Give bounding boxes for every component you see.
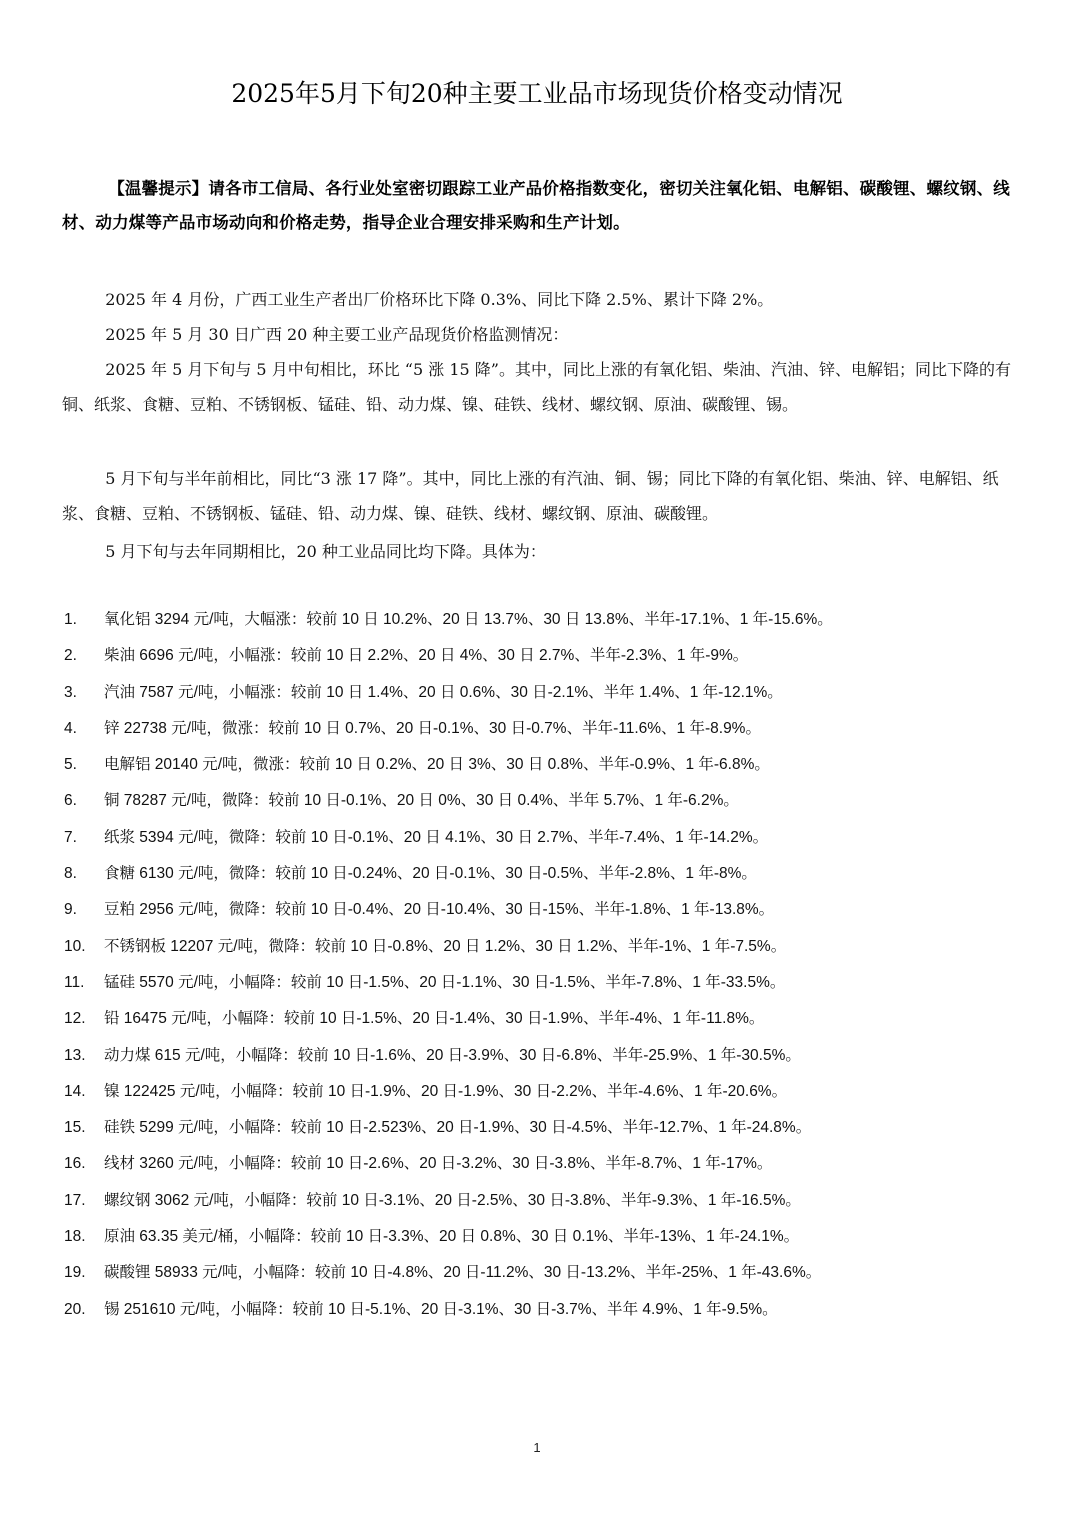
list-item-number: 7. — [64, 828, 77, 846]
list-item — [64, 783, 1014, 819]
list-item-number: 3. — [64, 683, 77, 701]
list-item — [64, 1001, 1014, 1037]
list-item — [64, 1110, 1014, 1146]
list-item-text: 豆粕 2956 元/吨，微降：较前 10 日-0.4%、20 日-10.4%、30 日-15%、半年-1.8%、1 年-13.8%。 — [104, 901, 775, 919]
list-item-text: 柴油 6696 元/吨，小幅涨：较前 10 日 2.2%、20 日 4%、30 日 2.7%、半年-2.3%、1 年-9%。 — [104, 647, 749, 665]
list-item — [64, 1038, 1014, 1074]
list-item-number: 20. — [64, 1300, 86, 1318]
page-title: 2025年5月下旬20种主要工业品市场现货价格变动情况 — [231, 79, 843, 108]
list-item — [64, 1183, 1014, 1219]
list-item-text: 食糖 6130 元/吨，微降：较前 10 日-0.24%、20 日-0.1%、30 日-0.5%、半年-2.8%、1 年-8%。 — [104, 865, 757, 883]
list-item-number: 9. — [64, 901, 77, 919]
price-list — [64, 602, 1014, 1328]
list-item — [64, 747, 1014, 783]
list-item-text: 电解铝 20140 元/吨，微涨：较前 10 日 0.2%、20 日 3%、30 日 0.8%、半年-0.9%、1 年-6.8%。 — [104, 756, 770, 774]
list-item-number: 18. — [64, 1228, 86, 1246]
notice-paragraph: 【温馨提示】请各市工信局、各行业处室密切跟踪工业产品价格指数变化，密切关注氧化铝、电解铝、碳酸锂、螺纹钢、线材、动力煤等产品市场动向和价格走势，指导企业合理安排采购和生产计划。 — [62, 179, 1010, 232]
list-item-number: 15. — [64, 1119, 86, 1137]
page-number: 1 — [533, 1440, 541, 1455]
list-item — [64, 1074, 1014, 1110]
list-item-number: 13. — [64, 1046, 86, 1064]
list-item-number: 16. — [64, 1155, 86, 1173]
list-item-number: 6. — [64, 792, 77, 810]
list-item-text: 镍 122425 元/吨，小幅降：较前 10 日-1.9%、20 日-1.9%、30 日-2.2%、半年-4.6%、1 年-20.6%。 — [104, 1082, 788, 1100]
list-item-number: 10. — [64, 937, 86, 955]
list-item-number: 1. — [64, 611, 77, 628]
list-item-text: 氧化铝 3294 元/吨，大幅涨：较前 10 日 10.2%、20 日 13.7%、30 日 13.8%、半年-17.1%、1 年-15.6%。 — [104, 611, 833, 628]
list-item-number: 19. — [64, 1264, 86, 1282]
list-item-number: 4. — [64, 719, 77, 737]
list-item — [64, 711, 1014, 747]
list-item-text: 硅铁 5299 元/吨，小幅降：较前 10 日-2.523%、20 日-1.9%、30 日-4.5%、半年-12.7%、1 年-24.8%。 — [104, 1119, 812, 1137]
list-item-number: 12. — [64, 1010, 86, 1028]
list-item — [64, 602, 1014, 638]
list-item — [64, 1255, 1014, 1291]
half-year-comparison-paragraph: 5 月下旬与半年前相比，同比“3 涨 17 降”。其中，同比上涨的有汽油、铜、锡；同比下降的有氧化铝、柴油、锌、电解铝、纸浆、食糖、豆粕、不锈钢板、锰硅、铅、动力煤、镍、硅铁、线材、螺纹钢、原油、碳酸锂。 — [62, 469, 999, 523]
list-item — [64, 892, 1014, 928]
list-item-number: 2. — [64, 647, 77, 665]
list-item-text: 锰硅 5570 元/吨，小幅降：较前 10 日-1.5%、20 日-1.1%、30 日-1.5%、半年-7.8%、1 年-33.5%。 — [104, 973, 786, 991]
list-item-text: 纸浆 5394 元/吨，微降：较前 10 日-0.1%、20 日 4.1%、30 日 2.7%、半年-7.4%、1 年-14.2%。 — [104, 828, 769, 846]
monitoring-intro-paragraph: 2025 年 5 月 30 日广西 20 种主要工业产品现货价格监测情况： — [105, 325, 569, 344]
list-item-text: 碳酸锂 58933 元/吨，小幅降：较前 10 日-4.8%、20 日-11.2%、30 日-13.2%、半年-25%、1 年-43.6%。 — [104, 1264, 822, 1282]
list-item — [64, 675, 1014, 711]
list-item — [64, 965, 1014, 1001]
list-item-text: 螺纹钢 3062 元/吨，小幅降：较前 10 日-3.1%、20 日-2.5%、30 日-3.8%、半年-9.3%、1 年-16.5%。 — [104, 1191, 801, 1209]
list-item-text: 不锈钢板 12207 元/吨，微降：较前 10 日-0.8%、20 日 1.2%、30 日 1.2%、半年-1%、1 年-7.5%。 — [104, 937, 787, 955]
list-item-number: 5. — [64, 756, 77, 774]
yoy-comparison-paragraph: 5 月下旬与去年同期相比，20 种工业品同比均下降。具体为： — [105, 542, 546, 561]
list-item-text: 锡 251610 元/吨，小幅降：较前 10 日-5.1%、20 日-3.1%、30 日-3.7%、半年 4.9%、1 年-9.5%。 — [104, 1300, 778, 1318]
list-item-text: 汽油 7587 元/吨，小幅涨：较前 10 日 1.4%、20 日 0.6%、30 日-2.1%、半年 1.4%、1 年-12.1%。 — [104, 683, 783, 701]
list-item-number: 14. — [64, 1082, 86, 1100]
list-item — [64, 1219, 1014, 1255]
list-item — [64, 1292, 1014, 1328]
list-item — [64, 820, 1014, 856]
list-item — [64, 638, 1014, 674]
list-item-number: 8. — [64, 865, 77, 883]
list-item-text: 线材 3260 元/吨，小幅降：较前 10 日-2.6%、20 日-3.2%、30 日-3.8%、半年-8.7%、1 年-17%。 — [104, 1155, 773, 1173]
list-item-text: 铅 16475 元/吨，小幅降：较前 10 日-1.5%、20 日-1.4%、30 日-1.9%、半年-4%、1 年-11.8%。 — [104, 1010, 765, 1028]
list-item-number: 17. — [64, 1191, 86, 1209]
list-item — [64, 856, 1014, 892]
ppi-paragraph: 2025 年 4 月份，广西工业生产者出厂价格环比下降 0.3%、同比下降 2.5%、累计下降 2%。 — [105, 290, 774, 309]
list-item-text: 铜 78287 元/吨，微降：较前 10 日-0.1%、20 日 0%、30 日 0.4%、半年 5.7%、1 年-6.2%。 — [104, 792, 739, 810]
list-item — [64, 929, 1014, 965]
list-item — [64, 1146, 1014, 1182]
list-item-text: 锌 22738 元/吨，微涨：较前 10 日 0.7%、20 日-0.1%、30 日-0.7%、半年-11.6%、1 年-8.9%。 — [104, 719, 761, 737]
list-item-text: 动力煤 615 元/吨，小幅降：较前 10 日-1.6%、20 日-3.9%、30 日-6.8%、半年-25.9%、1 年-30.5%。 — [104, 1046, 801, 1064]
mom-comparison-paragraph: 2025 年 5 月下旬与 5 月中旬相比，环比 “5 涨 15 降”。其中，同比上涨的有氧化铝、柴油、汽油、锌、电解铝；同比下降的有铜、纸浆、食糖、豆粕、不锈钢板、锰硅、铅、动力煤、镍、硅铁、线材、螺纹钢、原油、碳酸锂、锡。 — [62, 360, 1011, 414]
list-item-text: 原油 63.35 美元/桶，小幅降：较前 10 日-3.3%、20 日 0.8%、30 日 0.1%、半年-13%、1 年-24.1%。 — [104, 1228, 800, 1246]
list-item-number: 11. — [64, 973, 85, 991]
